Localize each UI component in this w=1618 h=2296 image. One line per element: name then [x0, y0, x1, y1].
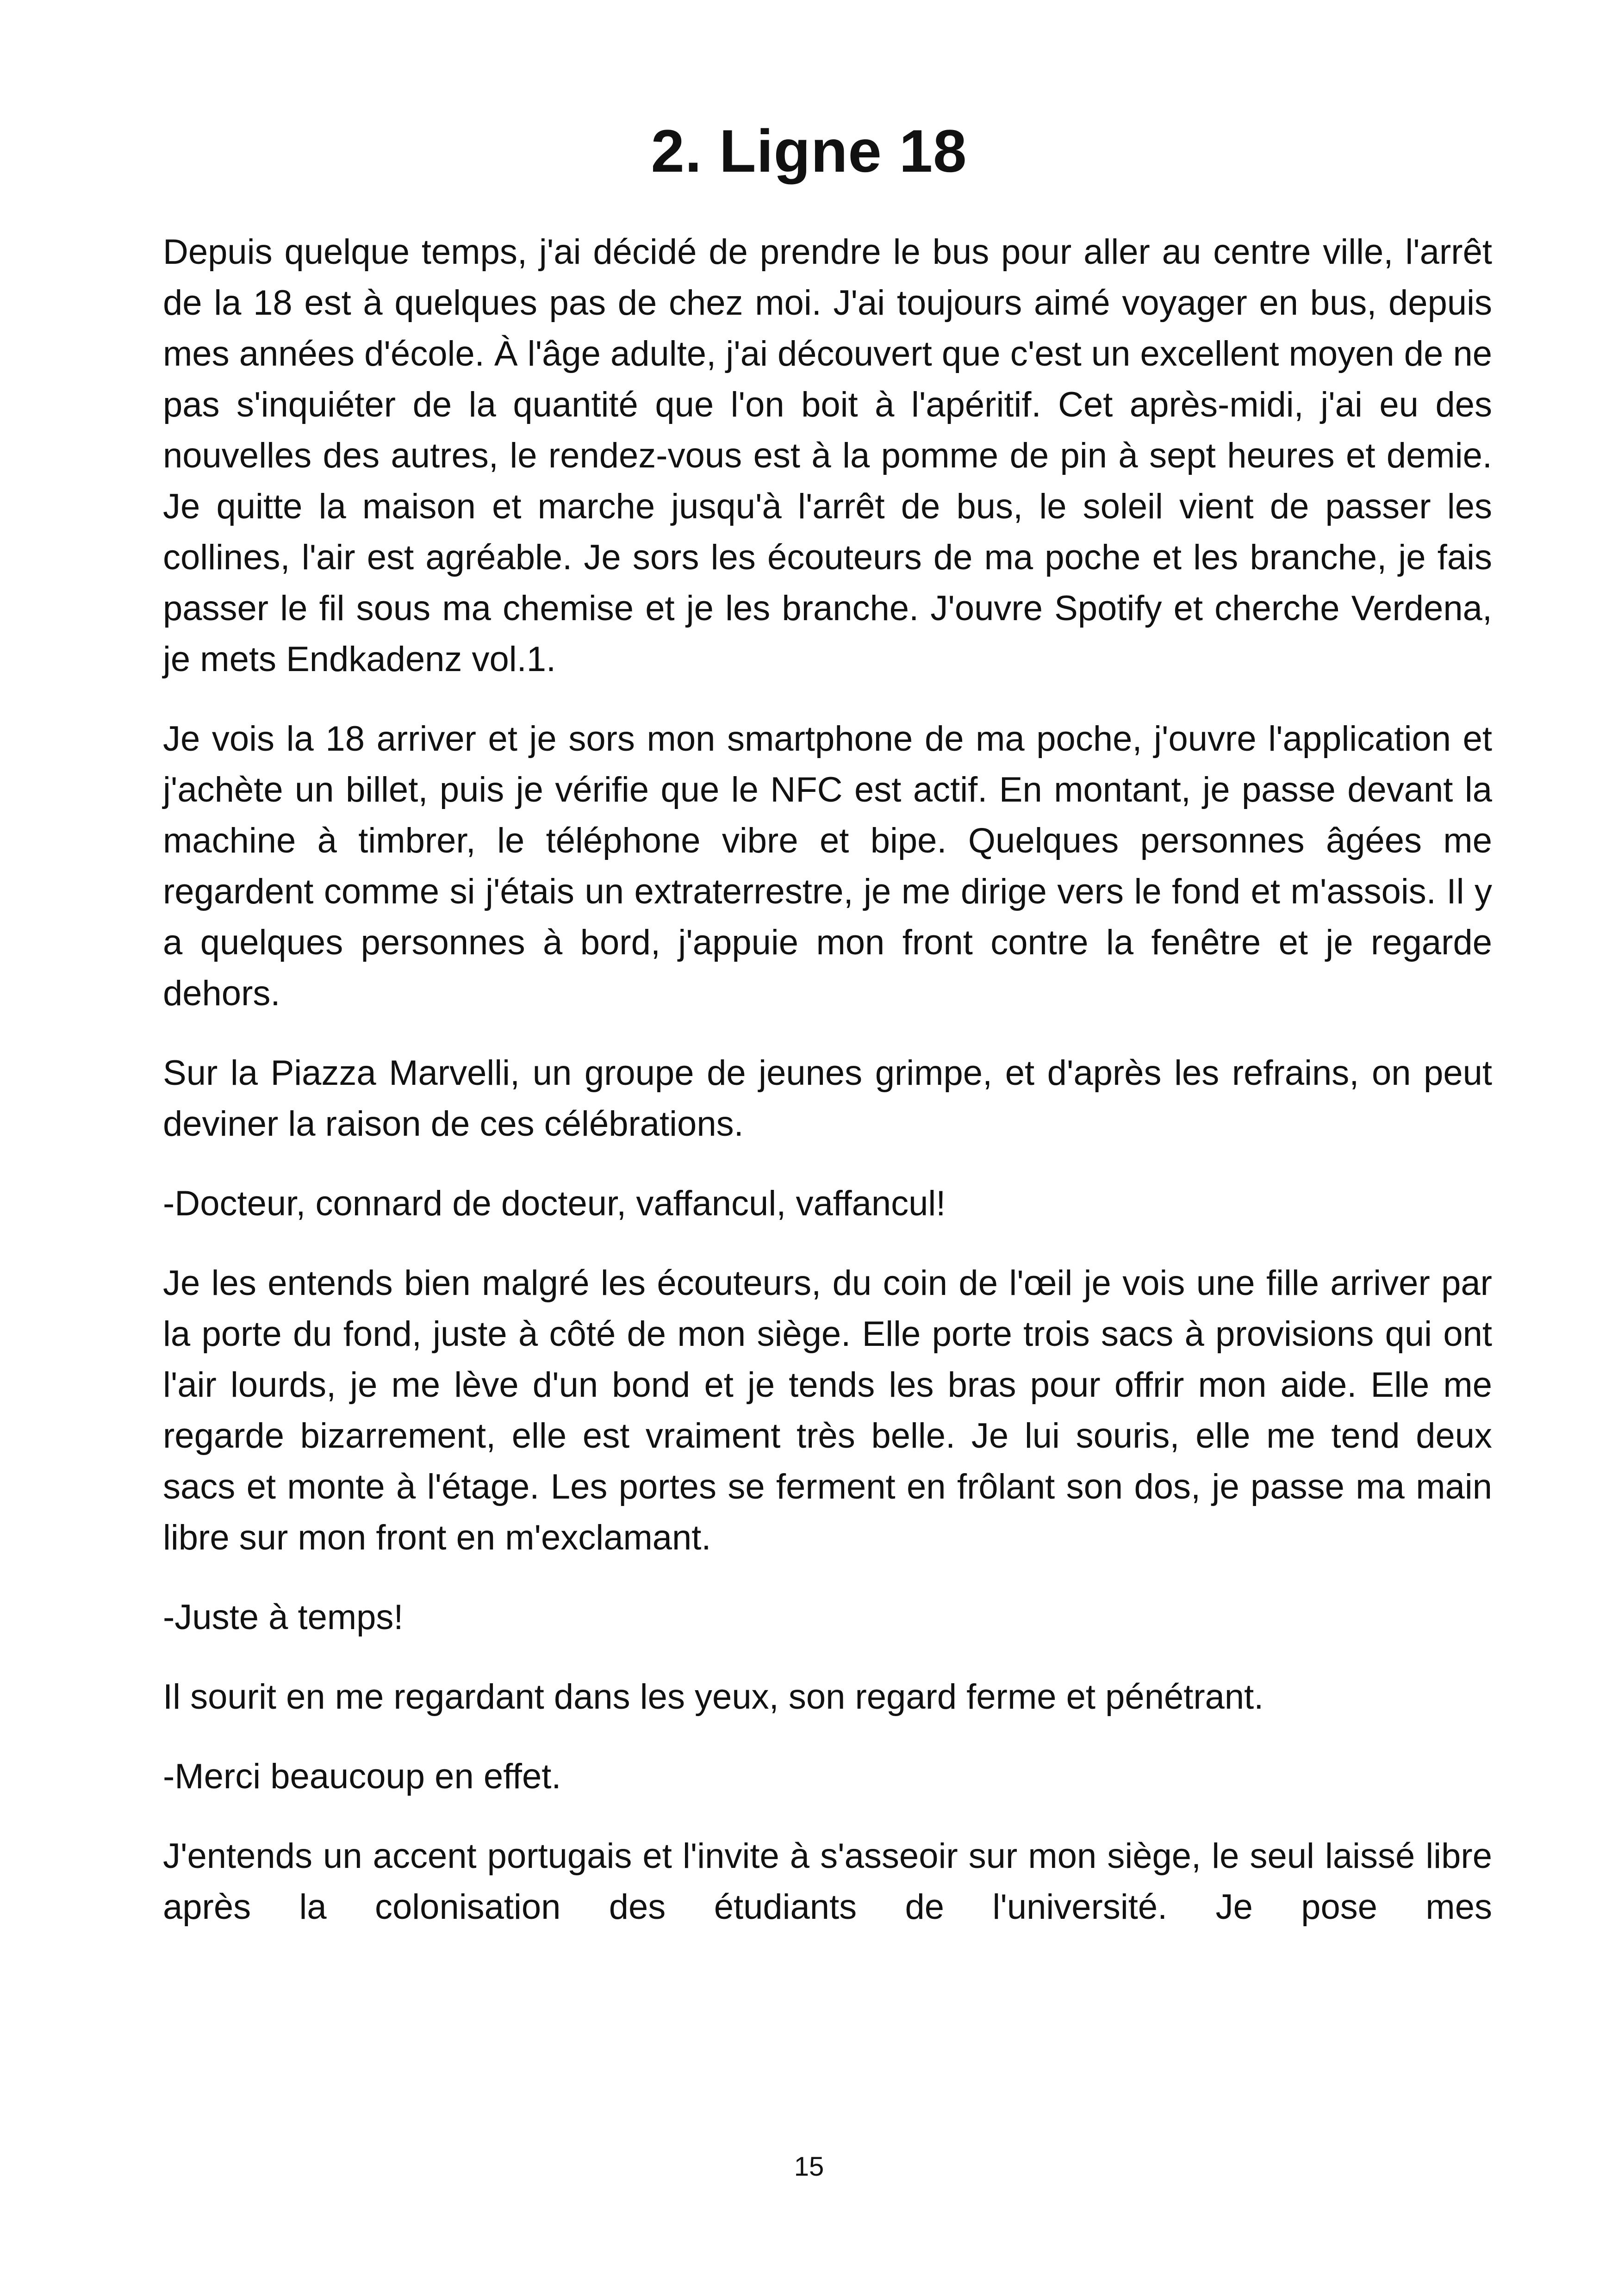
dialogue-line-2: -Juste à temps! [163, 1598, 404, 1637]
paragraph-2: Je vois la 18 arriver et je sors mon smartphone de ma poche, j'ouvre l'application et j'achète un billet, puis je vérifie que le NFC est actif. En montant, je passe devant la machine à timbrer, le téléphone vibre et bipe. Quelques personnes âgées me regardent comme si j'étais un extraterrestre, je me dirige vers le fond et m'assois. Il y a quelques personnes à bord, j'appuie mon front contre la fenêtre et je regarde dehors. [163, 719, 1492, 1013]
page-number: 15 [794, 2152, 824, 2182]
dialogue-line-1: -Docteur, connard de docteur, vaffancul, vaffancul! [163, 1184, 946, 1223]
paragraph-4: Je les entends bien malgré les écouteurs, du coin de l'œil je vois une fille arriver par la porte du fond, juste à côté de mon siège. Elle porte trois sacs à provisions qui ont l'air lourds, je me lève d'un bond et je tends les bras pour offrir mon aide. Elle me regarde bizarrement, elle est vraiment très belle. Je lui souris, elle me tend deux sacs et monte à l'étage. Les portes se ferment en frôlant son dos, je passe ma main libre sur mon front en m'exclamant. [163, 1263, 1492, 1557]
chapter-body [163, 227, 1492, 1961]
paragraph-3: Sur la Piazza Marvelli, un groupe de jeunes grimpe, et d'après les refrains, on peut deviner la raison de ces célébrations. [163, 1053, 1492, 1144]
paragraph-6: J'entends un accent portugais et l'invite à s'asseoir sur mon siège, le seul laissé libre après la colonisation des étudiants de l'université. Je pose mes [163, 1836, 1492, 1927]
paragraph-1: Depuis quelque temps, j'ai décidé de prendre le bus pour aller au centre ville, l'arrêt de la 18 est à quelques pas de chez moi. J'ai toujours aimé voyager en bus, depuis mes années d'école. À l'âge adulte, j'ai découvert que c'est un excellent moyen de ne pas s'inquiéter de la quantité que l'on boit à l'apéritif. Cet après-midi, j'ai eu des nouvelles des autres, le rendez-vous est à la pomme de pin à sept heures et demie. Je quitte la maison et marche jusqu'à l'arrêt de bus, le soleil vient de passer les collines, l'air est agréable. Je sors les écouteurs de ma poche et les branche, je fais passer le fil sous ma chemise et je les branche. J'ouvre Spotify et cherche Verdena, je mets Endkadenz vol.1. [163, 232, 1492, 679]
chapter-title: 2. Ligne 18 [651, 117, 967, 185]
paragraph-5: Il sourit en me regardant dans les yeux, son regard ferme et pénétrant. [163, 1677, 1264, 1717]
dialogue-line-3: -Merci beaucoup en effet. [163, 1757, 561, 1796]
